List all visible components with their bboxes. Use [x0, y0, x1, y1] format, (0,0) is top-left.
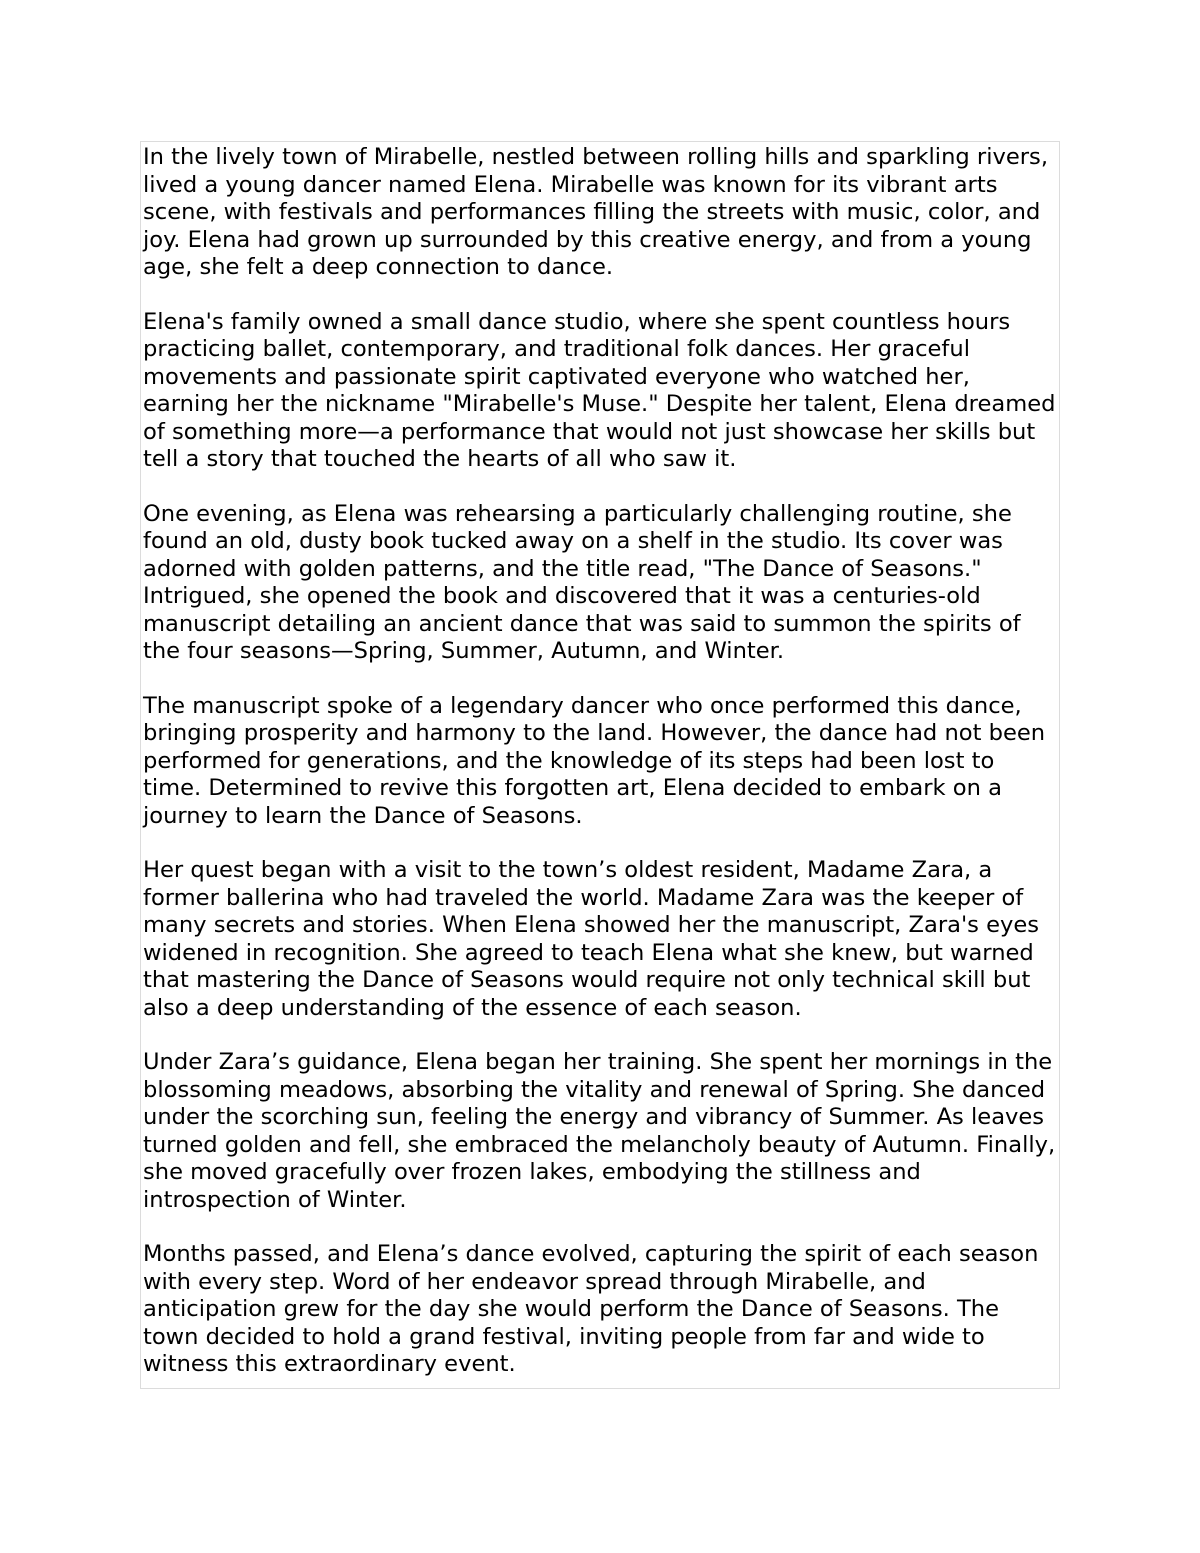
- story-text-frame: [140, 141, 1060, 1389]
- story-paragraph-5: Her quest began with a visit to the town’s oldest resident, Madame Zara, a former ballerina who had traveled the world. Madame Zara was the keeper of many secrets and stories. When Elena showed her the manuscript, Zara's eyes widened in recognition. She agreed to teach Elena what she knew, but warned that mastering the Dance of Seasons would require not only technical skill but also a deep understanding of the essence of each season.: [143, 857, 1040, 1021]
- story-paragraph-2: Elena's family owned a small dance studio, where she spent countless hours practicing ballet, contemporary, and traditional folk dances. Her graceful movements and passionate spirit captivated everyone who watched her, earning her the nickname "Mirabelle's Muse." Despite her talent, Elena dreamed of something more—a performance that would not just showcase her skills but tell a story that touched the hearts of all who saw it.: [143, 308, 1056, 472]
- story-paragraph-4: The manuscript spoke of a legendary dancer who once performed this dance, bringing prosperity and harmony to the land. However, the dance had not been performed for generations, and the knowledge of its steps had been lost to time. Determined to revive this forgotten art, Elena decided to embark on a journey to learn the Dance of Seasons.: [143, 692, 1046, 829]
- story-paragraph-7: Months passed, and Elena’s dance evolved, capturing the spirit of each season with every step. Word of her endeavor spread through Mirabelle, and anticipation grew for the day she would perform the Dance of Seasons. The town decided to hold a grand festival, inviting people from far and wide to witness this extraordinary event.: [143, 1241, 1039, 1377]
- story-paragraph-3: One evening, as Elena was rehearsing a particularly challenging routine, she found an old, dusty book tucked away on a shelf in the studio. Its cover was adorned with golden patterns, and the title read, "The Dance of Seasons." Intrigued, she opened the book and discovered that it was a centuries-old manuscript detailing an ancient dance that was said to summon the spirits of the four seasons—Spring, Summer, Autumn, and Winter.: [143, 500, 1021, 664]
- story-paragraph-1: In the lively town of Mirabelle, nestled between rolling hills and sparkling rivers, lived a young dancer named Elena. Mirabelle was known for its vibrant arts scene, with festivals and performances filling the streets with music, color, and joy. Elena had grown up surrounded by this creative energy, and from a young age, she felt a deep connection to dance.: [143, 144, 1048, 280]
- story-paragraph-6: Under Zara’s guidance, Elena began her training. She spent her mornings in the blossoming meadows, absorbing the vitality and renewal of Spring. She danced under the scorching sun, feeling the energy and vibrancy of Summer. As leaves turned golden and fell, she embraced the melancholy beauty of Autumn. Finally, she moved gracefully over frozen lakes, embodying the stillness and introspection of Winter.: [143, 1049, 1056, 1213]
